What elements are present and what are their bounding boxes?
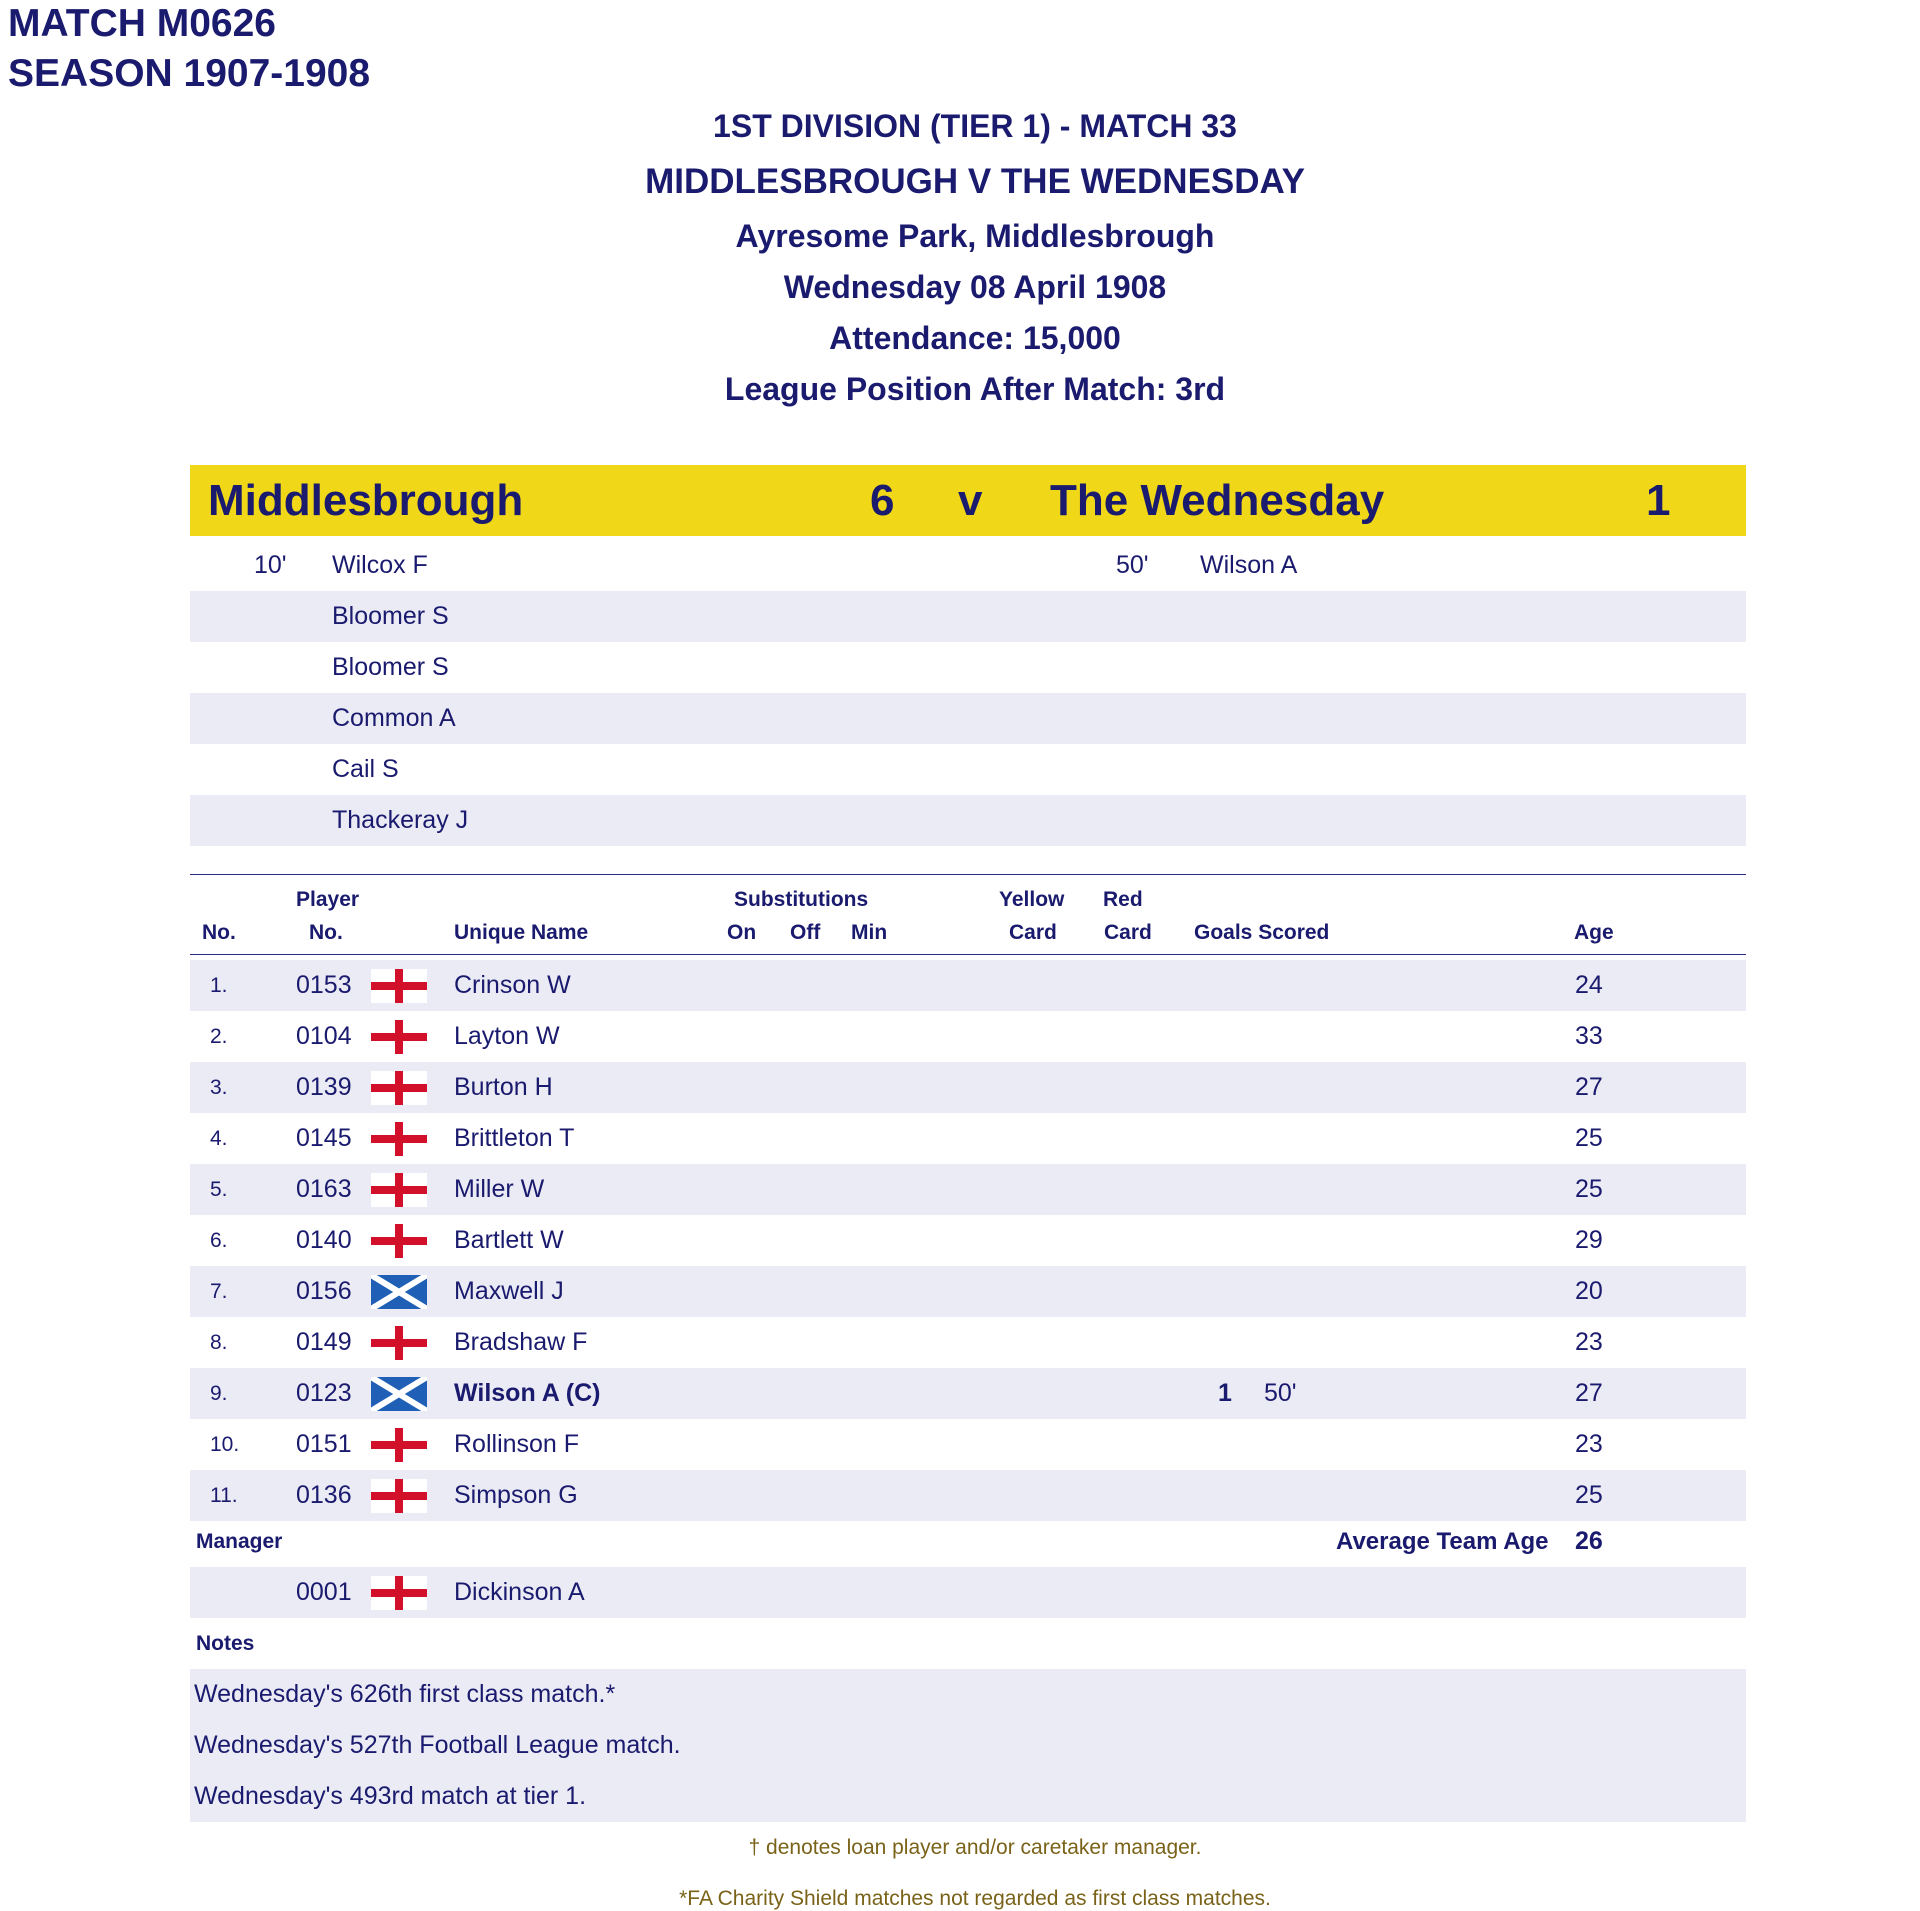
england-flag-icon: [371, 1020, 427, 1054]
home-goal-scorer: Wilcox F: [332, 551, 428, 579]
player-row-number: 8.: [210, 1331, 228, 1354]
col-no: No.: [202, 921, 236, 944]
player-age: 23: [1575, 1430, 1603, 1458]
season-label: SEASON 1907-1908: [8, 52, 371, 95]
goal-row: [190, 540, 1746, 591]
note-row: [190, 1720, 1746, 1771]
player-name: Crinson W: [454, 971, 571, 999]
note-text: Wednesday's 626th first class match.*: [194, 1680, 616, 1708]
col-goals-scored: Goals Scored: [1194, 921, 1330, 944]
player-number: 0145: [296, 1124, 352, 1152]
player-row: [190, 1164, 1746, 1215]
manager-number: 0001: [296, 1578, 352, 1606]
home-goal-scorer: Common A: [332, 704, 456, 732]
note-text: Wednesday's 527th Football League match.: [194, 1731, 681, 1759]
player-name: Layton W: [454, 1022, 560, 1050]
goal-row: [190, 795, 1746, 846]
home-goal-scorer: Bloomer S: [332, 653, 449, 681]
score-bar: [190, 465, 1746, 536]
player-age: 27: [1575, 1379, 1603, 1407]
col-age: Age: [1574, 921, 1614, 944]
home-goal-scorer: Thackeray J: [332, 806, 469, 834]
attendance: Attendance: 15,000: [829, 320, 1121, 356]
player-age: 27: [1575, 1073, 1603, 1101]
player-row: [190, 1317, 1746, 1368]
england-flag-icon: [371, 1071, 427, 1105]
player-number: 0104: [296, 1022, 352, 1050]
competition-title: 1ST DIVISION (TIER 1) - MATCH 33: [713, 108, 1237, 144]
versus-label: v: [958, 476, 983, 525]
avg-age-label: Average Team Age: [1336, 1528, 1549, 1555]
col-yellow: Yellow: [999, 888, 1065, 911]
col-red: Red: [1103, 888, 1143, 911]
player-row-number: 10.: [210, 1433, 240, 1456]
player-name: Maxwell J: [454, 1277, 564, 1305]
col-substitutions: Substitutions: [734, 888, 869, 911]
away-team: The Wednesday: [1050, 476, 1385, 525]
fixture-title: MIDDLESBROUGH V THE WEDNESDAY: [645, 162, 1305, 201]
player-name: Simpson G: [454, 1481, 578, 1509]
home-goal-scorer: Cail S: [332, 755, 399, 783]
col-sub-min: Min: [851, 921, 888, 944]
england-flag-icon: [371, 1428, 427, 1462]
player-row-number: 7.: [210, 1280, 228, 1303]
player-number: 0136: [296, 1481, 352, 1509]
table-top-rule: [190, 874, 1746, 875]
england-flag-icon: [371, 1122, 427, 1156]
venue: Ayresome Park, Middlesbrough: [735, 218, 1215, 254]
player-number: 0163: [296, 1175, 352, 1203]
player-row-number: 4.: [210, 1127, 228, 1150]
note-row: [190, 1669, 1746, 1720]
player-age: 24: [1575, 971, 1603, 999]
away-goal-minute: 50': [1116, 551, 1149, 579]
england-flag-icon: [371, 969, 427, 1003]
player-row: [190, 960, 1746, 1011]
player-name: Bartlett W: [454, 1226, 564, 1254]
player-goal-minute: 50': [1264, 1379, 1297, 1407]
away-goal-scorer: Wilson A: [1200, 551, 1298, 579]
player-row-number: 5.: [210, 1178, 228, 1201]
player-row: [190, 1419, 1746, 1470]
player-row: [190, 1011, 1746, 1062]
player-number: 0151: [296, 1430, 352, 1458]
player-age: 25: [1575, 1175, 1603, 1203]
manager-row: [190, 1567, 1746, 1618]
england-flag-icon: [371, 1173, 427, 1207]
player-number: 0156: [296, 1277, 352, 1305]
manager-header-row: [190, 1516, 1746, 1567]
player-row-number: 6.: [210, 1229, 228, 1252]
goal-row: [190, 744, 1746, 795]
player-name: Burton H: [454, 1073, 553, 1101]
notes-label: Notes: [196, 1632, 255, 1655]
player-name: Rollinson F: [454, 1430, 580, 1458]
player-age: 20: [1575, 1277, 1603, 1305]
player-row-number: 1.: [210, 974, 228, 997]
goal-row: [190, 591, 1746, 642]
player-row-number: 9.: [210, 1382, 228, 1405]
goal-row: [190, 693, 1746, 744]
player-number: 0140: [296, 1226, 352, 1254]
england-flag-icon: [371, 1479, 427, 1513]
england-flag-icon: [371, 1224, 427, 1258]
player-name: Miller W: [454, 1175, 545, 1203]
col-sub-off: Off: [790, 921, 821, 944]
col-yellow-card: Card: [1009, 921, 1057, 944]
goal-row: [190, 642, 1746, 693]
player-age: 23: [1575, 1328, 1603, 1356]
match-id: MATCH M0626: [8, 2, 276, 45]
player-row: [190, 1215, 1746, 1266]
player-age: 25: [1575, 1481, 1603, 1509]
col-sub-on: On: [727, 921, 757, 944]
player-number: 0153: [296, 971, 352, 999]
match-date: Wednesday 08 April 1908: [783, 269, 1167, 305]
player-row: [190, 1062, 1746, 1113]
table-header-rule: [190, 954, 1746, 955]
player-name: Brittleton T: [454, 1124, 575, 1152]
player-row-number: 2.: [210, 1025, 228, 1048]
col-red-card: Card: [1104, 921, 1152, 944]
player-age: 25: [1575, 1124, 1603, 1152]
home-team: Middlesbrough: [208, 476, 524, 525]
charity-footnote: *FA Charity Shield matches not regarded as first class matches.: [679, 1887, 1271, 1910]
player-name: Wilson A (C): [454, 1379, 601, 1407]
away-goals: 1: [1646, 476, 1671, 525]
home-goal-scorer: Bloomer S: [332, 602, 449, 630]
note-row: [190, 1771, 1746, 1822]
player-name: Bradshaw F: [454, 1328, 588, 1356]
player-number: 0123: [296, 1379, 352, 1407]
player-age: 33: [1575, 1022, 1603, 1050]
col-unique-name: Unique Name: [454, 921, 589, 944]
note-text: Wednesday's 493rd match at tier 1.: [194, 1782, 587, 1810]
player-age: 29: [1575, 1226, 1603, 1254]
home-goals: 6: [870, 476, 895, 525]
player-row: [190, 1368, 1746, 1419]
player-row: [190, 1470, 1746, 1521]
notes-header-row: [190, 1618, 1746, 1669]
manager-name: Dickinson A: [454, 1578, 585, 1606]
league-position: League Position After Match: 3rd: [724, 371, 1226, 407]
scotland-flag-icon: [371, 1275, 427, 1309]
manager-label: Manager: [196, 1530, 283, 1553]
player-row: [190, 1266, 1746, 1317]
loan-footnote: † denotes loan player and/or caretaker manager.: [748, 1836, 1202, 1859]
avg-age-value: 26: [1575, 1527, 1603, 1555]
col-player-no: No.: [309, 921, 343, 944]
player-goals: 1: [1218, 1379, 1232, 1407]
player-row-number: 3.: [210, 1076, 228, 1099]
scotland-flag-icon: [371, 1377, 427, 1411]
england-flag-icon: [371, 1326, 427, 1360]
england-flag-icon: [371, 1576, 427, 1610]
player-row-number: 11.: [210, 1484, 238, 1507]
col-player: Player: [296, 888, 360, 911]
player-number: 0139: [296, 1073, 352, 1101]
player-row: [190, 1113, 1746, 1164]
home-goal-minute: 10': [254, 551, 287, 579]
player-number: 0149: [296, 1328, 352, 1356]
